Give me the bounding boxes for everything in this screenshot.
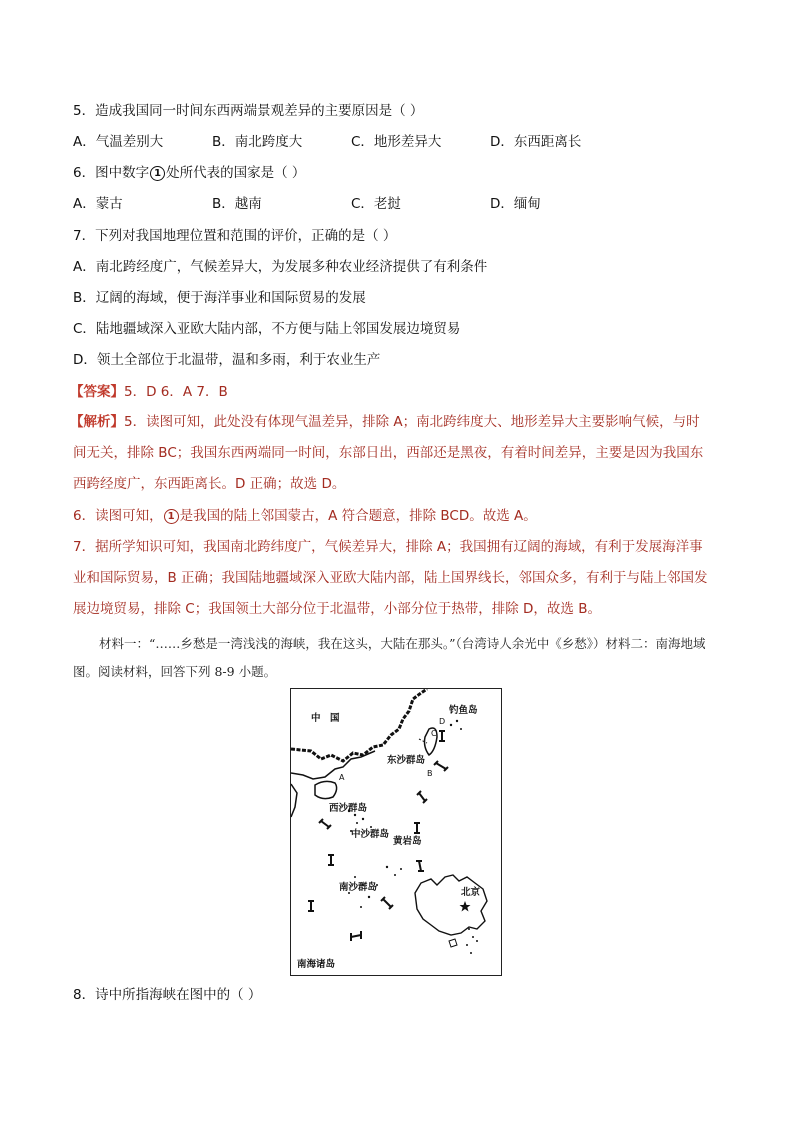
q7-option-b: B．辽阔的海域，便于海洋事业和国际贸易的发展 [73,290,366,306]
south-china-sea-map [290,688,502,976]
analysis-p5-line1 [70,412,700,432]
analysis-p6-after: 是我国的陆上邻国蒙古，A 符合题意，排除 BCD。故选 A。 [179,508,537,524]
answer-line [70,382,228,402]
answer-text: 5．D 6．A 7．B [124,384,228,400]
analysis-p7-line3: 展边境贸易，排除 C；我国领土大部分位于北温带，小部分位于热带，排除 D，故选 B。 [73,601,601,617]
q5-option-c: C．地形差异大 [351,134,442,150]
q6-option-b: B．越南 [212,196,262,212]
q6-stem-after: 处所代表的国家是（ ） [166,165,306,181]
analysis-p5-line2: 间无关，排除 BC；我国东西两端同一时间，东部日出，西部还是黑夜，有着时间差异，主要是因为我国东 [73,445,704,461]
q6-circled-marker: 1 [150,166,165,181]
analysis-tag: 【解析】 [70,414,124,430]
map-label-china: 中 国 [311,713,340,724]
q8-stem: 8．诗中所指海峡在图中的（ ） [73,987,262,1003]
analysis-p7-line2: 业和国际贸易，B 正确；我国陆地疆域深入亚欧大陆内部，陆上国界线长，邻国众多，有利于与陆上邻国发 [73,570,708,586]
q6-option-c: C．老挝 [351,196,401,212]
hainan-island [315,781,337,798]
q7-stem: 7．下列对我国地理位置和范围的评价，正确的是（ ） [73,228,397,244]
map-label-nanhai: 南海诸岛 [297,959,336,970]
answer-tag: 【答案】 [70,384,124,400]
analysis-circled-marker: 1 [164,509,179,524]
map-label-huangyan: 黄岩岛 [393,836,422,847]
map-letter-d: D [439,717,446,726]
q7-option-a: A．南北跨经度广，气候差异大，为发展多种农业经济提供了有利条件 [73,259,488,275]
q5-stem: 5．造成我国同一时间东西两端景观差异的主要原因是（ ） [73,103,424,119]
map-label-zhongsha: 中沙群岛 [351,829,390,840]
q7-option-d: D．领土全部位于北温带，温和多雨，利于农业生产 [73,352,381,368]
map-label-nansha: 南沙群岛 [339,882,378,893]
material-text: 材料一：“……乡愁是一湾浅浅的海峡，我在这头，大陆在那头。”（台湾诗人余光中《乡愁》）材料二：南海地域图。阅读材料，回答下列 8-9 小题。 [73,636,706,679]
q6-option-a: A．蒙古 [73,196,123,212]
q6-options [73,194,629,214]
map-letter-a: A [339,773,345,782]
map-letter-b: B [427,769,433,778]
q6-option-d: D．缅甸 [490,196,541,212]
q5-option-a: A．气温差别大 [73,134,164,150]
map-drawing [291,689,502,976]
analysis-p5-text1: 5．读图可知，此处没有体现气温差异，排除 A；南北跨纬度大、地形差异大主要影响气候，与时 [124,414,700,430]
q6-stem [73,163,305,183]
q5-option-d: D．东西距离长 [490,134,582,150]
analysis-p5-line3: 西跨经度广，东西距离长。D 正确；故选 D。 [73,476,346,492]
map-label-xisha: 西沙群岛 [329,803,368,814]
map-label-diaoyu: 钓鱼岛 [449,705,478,716]
q5-options [73,132,629,152]
q5-option-b: B．南北跨度大 [212,134,303,150]
q6-stem-before: 6．图中数字 [73,165,150,181]
analysis-p6 [73,506,537,526]
analysis-p6-before: 6．读图可知， [73,508,163,524]
mainland-coastline [291,689,427,761]
inset-china-outline [415,875,487,935]
map-label-beijing: 北京 [461,887,481,898]
analysis-p7-line1: 7．据所学知识可知，我国南北跨纬度广，气候差异大，排除 A；我国拥有辽阔的海域，有利于发展海洋事 [73,539,703,555]
vietnam-coast [291,784,297,817]
map-letter-c: C [431,729,437,738]
inset-hainan [449,939,457,947]
q7-option-c: C．陆地疆域深入亚欧大陆内部，不方便与陆上邻国发展边境贸易 [73,321,461,337]
map-label-dongsha: 东沙群岛 [387,755,426,766]
